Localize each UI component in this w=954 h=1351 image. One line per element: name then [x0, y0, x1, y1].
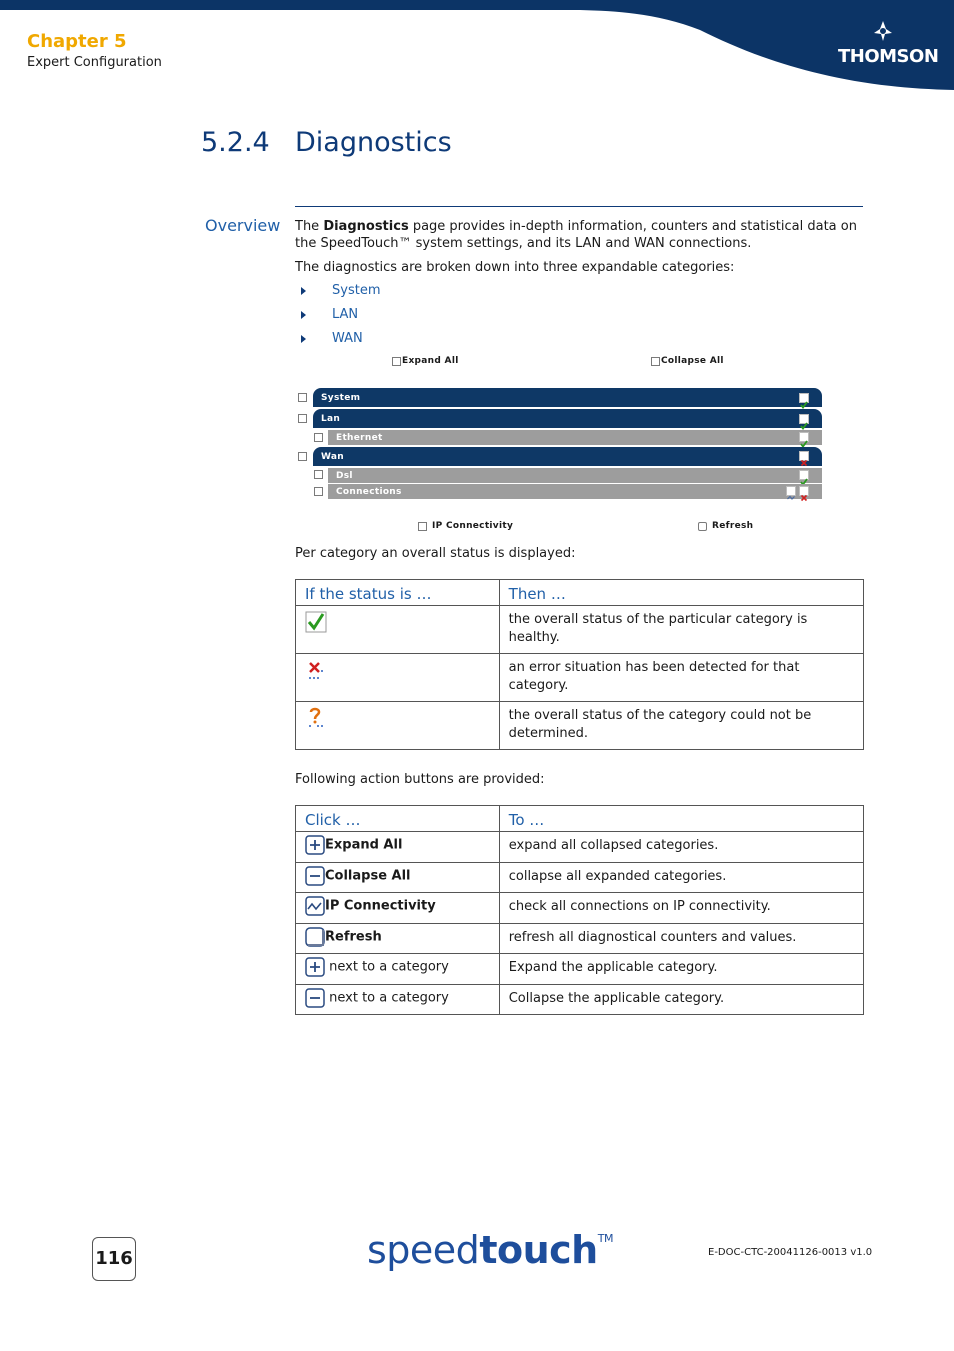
action-description: refresh all diagnostical counters and values. [499, 924, 863, 954]
status-table [295, 579, 864, 750]
table-header-row [296, 806, 864, 832]
thomson-logo-icon [872, 20, 894, 42]
collapse-all-link[interactable]: Collapse All [661, 356, 724, 366]
action-label: Collapse All [325, 868, 411, 884]
ip-connectivity-link[interactable]: IP Connectivity [432, 521, 514, 531]
section-title: Diagnostics [295, 127, 452, 158]
check-icon [799, 432, 809, 442]
action-description: Expand the applicable category. [499, 954, 863, 985]
speedtouch-logo: speedtouch™ [367, 1228, 613, 1272]
category-ethernet[interactable]: Ethernet [328, 430, 822, 445]
action-description: check all connections on IP connectivity. [499, 893, 863, 924]
check-icon [799, 393, 809, 403]
category-dsl[interactable]: Dsl [328, 468, 822, 483]
bullet-lan: LAN [332, 307, 359, 322]
status-description: the overall status of the particular category is healthy. [499, 606, 863, 654]
check-icon [799, 470, 809, 480]
table-row [296, 702, 864, 750]
minus-icon[interactable] [314, 433, 323, 442]
table-row [296, 863, 864, 893]
category-connections[interactable]: Connections [328, 484, 822, 499]
check-icon [799, 414, 809, 424]
check-icon [305, 611, 327, 633]
chapter-label: Chapter 5 [27, 31, 127, 52]
section-rule [295, 206, 863, 207]
actions-intro: Following action buttons are provided: [295, 772, 545, 787]
bullet-system: System [332, 283, 381, 298]
page-number: 116 [92, 1237, 136, 1281]
action-description: collapse all expanded categories. [499, 863, 863, 893]
table-row [296, 985, 864, 1015]
section-number: 5.2.4 [201, 127, 270, 158]
table-row [296, 606, 864, 654]
expand-all-link[interactable]: Expand All [402, 356, 459, 366]
minus-icon[interactable] [298, 452, 307, 461]
status-intro: Per category an overall status is displayed: [295, 546, 576, 561]
category-wan[interactable]: Wan [313, 447, 822, 466]
collapse-icon [305, 866, 325, 886]
action-label: Expand All [325, 837, 403, 853]
table-row [296, 893, 864, 924]
minus-icon[interactable] [298, 414, 307, 423]
table-row [296, 924, 864, 954]
bullet-arrow-icon [301, 335, 306, 343]
category-lan[interactable]: Lan [313, 409, 822, 428]
table-row [296, 954, 864, 985]
header-click: Click … [296, 806, 500, 832]
action-description: Collapse the applicable category. [499, 985, 863, 1015]
action-description: expand all collapsed categories. [499, 832, 863, 863]
categories-paragraph: The diagnostics are broken down into three expandable categories: [295, 260, 735, 275]
error-icon [305, 659, 327, 681]
action-label: IP Connectivity [325, 898, 436, 914]
ip-connectivity-icon[interactable] [418, 522, 427, 531]
unknown-icon [305, 707, 327, 729]
chapter-subtitle: Expert Configuration [27, 55, 162, 70]
ip-connectivity-icon [305, 896, 325, 916]
document-reference: E-DOC-CTC-20041126-0013 v1.0 [708, 1247, 873, 1258]
header-band [0, 0, 954, 92]
intro-paragraph: The Diagnostics page provides in-depth information, counters and statistical data on the SpeedTouch™ system settings, and its LAN and WAN connections. [295, 219, 857, 251]
header-then: Then … [499, 580, 863, 606]
minus-icon [305, 988, 325, 1008]
status-description: an error situation has been detected for that category. [499, 654, 863, 702]
bullet-arrow-icon [301, 287, 306, 295]
plus-icon[interactable] [314, 470, 323, 479]
header-to: To … [499, 806, 863, 832]
ip-connectivity-icon [786, 486, 796, 496]
collapse-all-icon[interactable] [651, 357, 660, 366]
bullet-wan: WAN [332, 331, 363, 346]
overview-label: Overview [205, 216, 281, 235]
plus-icon [305, 957, 325, 977]
status-description: the overall status of the category could not be determined. [499, 702, 863, 750]
expand-all-icon[interactable] [392, 357, 401, 366]
action-label: next to a category [329, 990, 449, 1006]
category-system[interactable]: System [313, 388, 822, 407]
header-if-status: If the status is … [296, 580, 500, 606]
action-label: Refresh [325, 929, 382, 945]
bullet-arrow-icon [301, 311, 306, 319]
action-label: next to a category [329, 959, 449, 975]
expand-icon [305, 835, 325, 855]
refresh-link[interactable]: Refresh [712, 521, 754, 531]
brand-name: THOMSON [838, 46, 939, 67]
diagnostics-term: Diagnostics [323, 219, 409, 234]
table-header-row [296, 580, 864, 606]
refresh-icon[interactable] [698, 522, 707, 531]
actions-table [295, 805, 864, 1015]
refresh-icon [305, 927, 325, 947]
error-icon [799, 451, 809, 461]
plus-icon[interactable] [314, 487, 323, 496]
plus-icon[interactable] [298, 393, 307, 402]
error-icon [799, 486, 809, 496]
table-row [296, 832, 864, 863]
table-row [296, 654, 864, 702]
